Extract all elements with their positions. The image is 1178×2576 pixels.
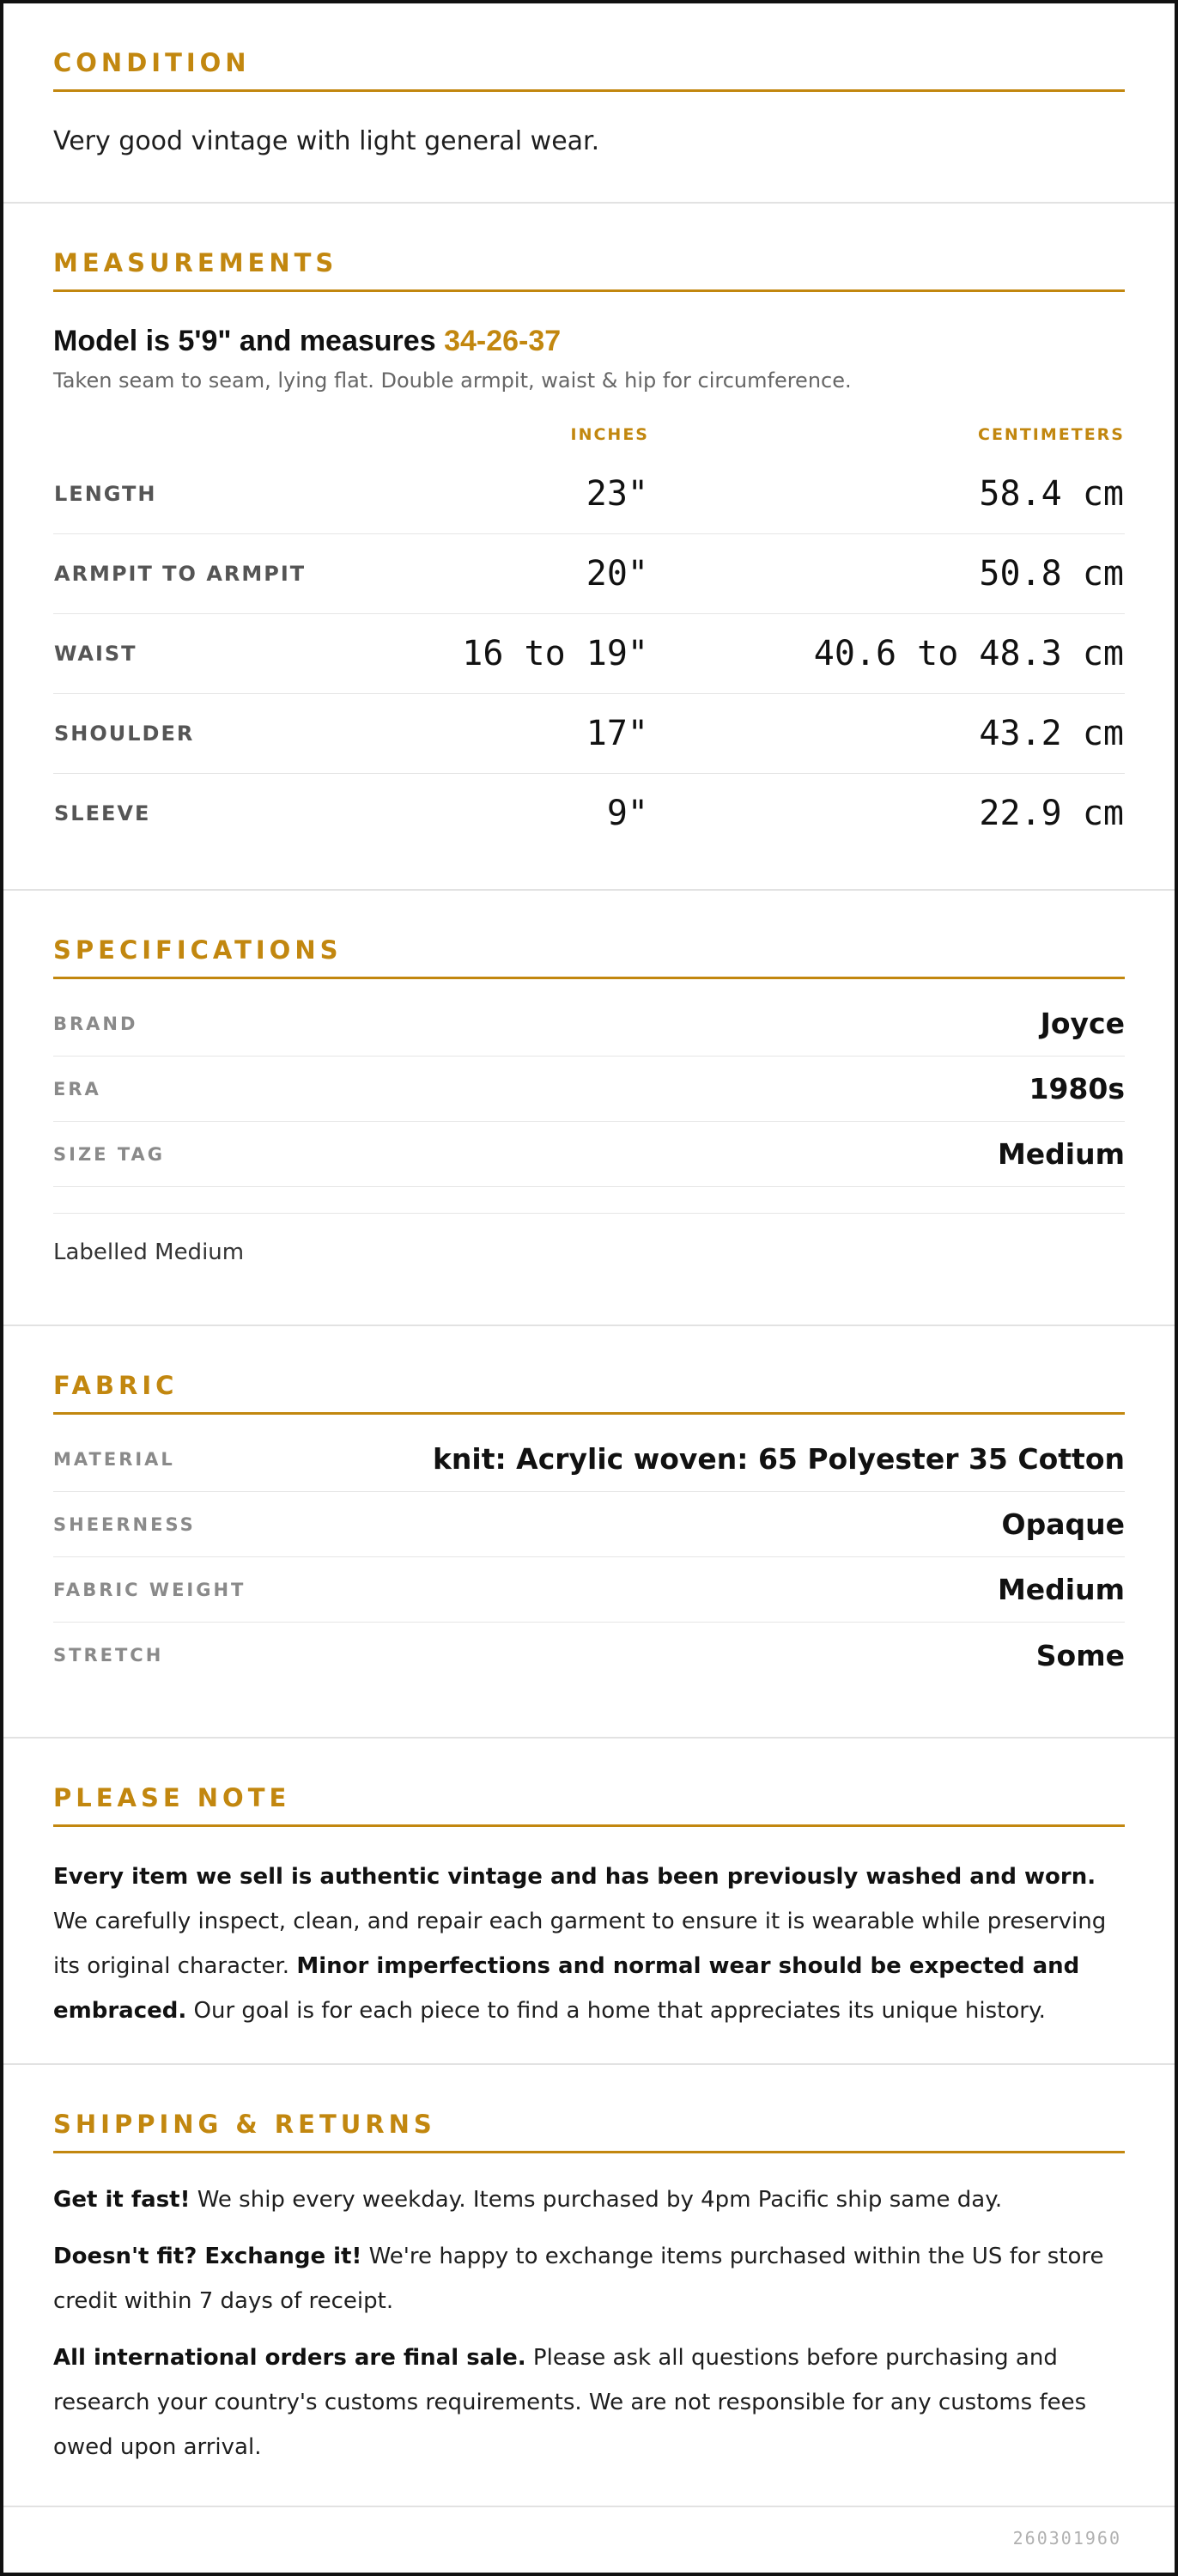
shipping-international — [53, 2335, 1125, 2469]
measurements-heading: MEASUREMENTS — [53, 248, 1125, 292]
measurement-inches: 16 to 19" — [373, 614, 649, 694]
measurement-cm: 22.9 cm — [979, 794, 1124, 833]
shipping-exchange-text: We're happy to exchange items purchased within the US for store credit within 7 days of receipt. — [53, 2244, 1104, 2314]
spec-value: Medium — [997, 1137, 1125, 1171]
model-measures: 34-26-37 — [444, 325, 562, 357]
measurements-section — [3, 204, 1175, 891]
table-row — [53, 614, 1125, 694]
fabric-value: Opaque — [1001, 1507, 1125, 1541]
please-note-section — [3, 1739, 1175, 2065]
spec-label: ERA — [53, 1078, 101, 1099]
spec-value: 1980s — [1029, 1072, 1125, 1105]
specifications-section — [3, 891, 1175, 1326]
measurement-inches: 9" — [606, 794, 648, 833]
spec-label: BRAND — [53, 1013, 138, 1034]
list-item — [53, 1427, 1125, 1492]
fabric-label: STRETCH — [53, 1645, 164, 1666]
centimeters-header: CENTIMETERS — [978, 425, 1125, 444]
fabric-value: Some — [1035, 1638, 1125, 1672]
fabric-list — [53, 1427, 1125, 1688]
measurement-cm: 40.6 to 48.3 cm — [649, 614, 1125, 694]
fabric-heading: FABRIC — [53, 1371, 1125, 1415]
list-item — [53, 1057, 1125, 1122]
condition-section — [3, 3, 1175, 204]
condition-heading: CONDITION — [53, 48, 1125, 92]
model-prefix: Model is 5'9" and measures — [53, 325, 445, 357]
model-info — [53, 325, 1125, 358]
table-row — [53, 694, 1125, 774]
measurement-inches: 20" — [373, 534, 649, 614]
size-tag-note: Labelled Medium — [53, 1213, 1125, 1265]
condition-text: Very good vintage with light general wear. — [53, 126, 600, 156]
please-note-text — [53, 1854, 1125, 2033]
shipping-heading: SHIPPING & RETURNS — [53, 2110, 1125, 2153]
measurement-cm: 58.4 cm — [649, 454, 1125, 534]
measurement-label: SLEEVE — [54, 801, 151, 825]
measurements-table — [53, 418, 1125, 853]
measurement-label: ARMPIT TO ARMPIT — [53, 534, 373, 614]
note-text-1: We carefully inspect, clean, and repair each garment to ensure it is wearable while preserving its original character. — [53, 1909, 1107, 1979]
measurement-label: WAIST — [53, 614, 373, 694]
list-item — [53, 1557, 1125, 1623]
shipping-fast-text: We ship every weekday. Items purchased by 4pm Pacific ship same day. — [190, 2187, 1003, 2213]
spec-label: SIZE TAG — [53, 1143, 166, 1165]
fabric-label: MATERIAL — [53, 1448, 175, 1470]
measurement-label: LENGTH — [53, 454, 373, 534]
note-text-2: Our goal is for each piece to find a home that appreciates its unique history. — [186, 1998, 1046, 2024]
shipping-section — [3, 2065, 1175, 2507]
please-note-heading: PLEASE NOTE — [53, 1783, 1125, 1827]
measurement-inches: 23" — [373, 454, 649, 534]
shipping-exchange — [53, 2234, 1125, 2323]
fabric-label: FABRIC WEIGHT — [53, 1579, 246, 1600]
fabric-value: Medium — [997, 1573, 1125, 1606]
inches-header: INCHES — [570, 425, 649, 444]
list-item — [53, 1623, 1125, 1688]
product-code: 260301960 — [1012, 2528, 1121, 2549]
shipping-exchange-bold: Doesn't fit? Exchange it! — [53, 2244, 362, 2269]
table-row — [53, 534, 1125, 614]
blank-header — [53, 418, 373, 454]
shipping-fast — [53, 2177, 1125, 2222]
list-item — [53, 1492, 1125, 1557]
measurement-cm: 50.8 cm — [649, 534, 1125, 614]
table-row — [53, 774, 1125, 854]
specifications-heading: SPECIFICATIONS — [53, 935, 1125, 979]
measurement-label: SHOULDER — [53, 694, 373, 774]
table-row — [53, 454, 1125, 534]
list-item — [53, 991, 1125, 1057]
list-item — [53, 1122, 1125, 1187]
measurement-cm: 43.2 cm — [649, 694, 1125, 774]
measurement-note: Taken seam to seam, lying flat. Double armpit, waist & hip for circumference. — [53, 368, 852, 393]
shipping-international-bold: All international orders are final sale. — [53, 2345, 526, 2371]
specifications-list — [53, 991, 1125, 1187]
fabric-section — [3, 1326, 1175, 1739]
shipping-international-text: Please ask all questions before purchasing and research your country's customs requirements. We are not responsible for any customs fees owed upon arrival. — [53, 2345, 1087, 2460]
measurement-inches: 17" — [373, 694, 649, 774]
spec-value: Joyce — [1040, 1007, 1125, 1040]
shipping-fast-bold: Get it fast! — [53, 2187, 191, 2213]
note-bold-1: Every item we sell is authentic vintage and has been previously washed and worn. — [53, 1864, 1096, 1890]
note-bold-2: Minor imperfections and normal wear should be expected and embraced. — [53, 1953, 1080, 2024]
fabric-value: knit: Acrylic woven: 65 Polyester 35 Cotton — [432, 1442, 1125, 1476]
fabric-label: SHEERNESS — [53, 1513, 196, 1535]
